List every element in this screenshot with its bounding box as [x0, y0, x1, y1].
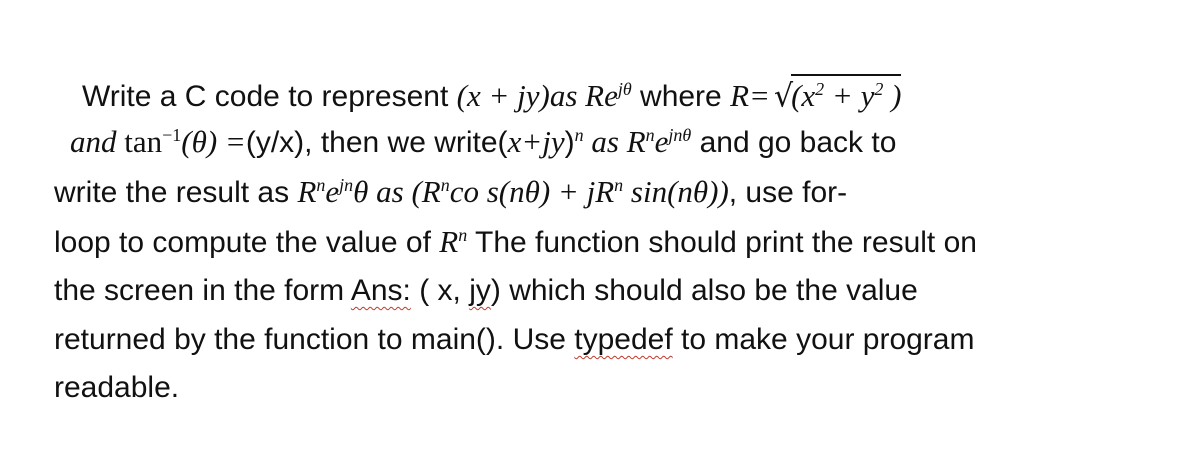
math-expression: x+jy [507, 124, 565, 159]
math-superscript: n [458, 225, 468, 245]
math-expression: (θ) = [181, 124, 246, 159]
text-run: and go back to [691, 126, 897, 159]
text-run: ) [564, 126, 575, 159]
math-expression: as R [583, 124, 646, 159]
text-run: ( x, [410, 274, 470, 307]
text-run: returned by the function to main(). Use [54, 323, 575, 356]
text-run: , use for- [728, 176, 848, 209]
math-expression: e [654, 124, 669, 159]
math-superscript: n [440, 175, 450, 195]
text-run: readable. [54, 371, 180, 404]
math-superscript: n [614, 175, 624, 195]
text-line-1 [82, 74, 901, 115]
text-line-2 [70, 124, 896, 161]
text-run: write the result as [54, 176, 298, 209]
text-run: where [631, 80, 731, 113]
math-expression: R= [730, 78, 770, 113]
radicand [791, 74, 901, 114]
math-expression: co s(nθ) + jR [449, 174, 615, 209]
math-expression: sin(nθ)) [623, 174, 729, 209]
text-line-7 [54, 370, 179, 406]
math-superscript: −1 [162, 125, 182, 145]
square-root-expression [770, 74, 901, 115]
text-run: The function should print the result on [467, 226, 977, 259]
spellcheck-flagged-word: typedef [574, 323, 673, 356]
math-superscript: n [574, 125, 584, 145]
text-run: to make your program [672, 323, 975, 356]
text-line-6 [54, 322, 974, 358]
math-expression: R [297, 174, 317, 209]
math-superscript: 2 [874, 79, 884, 99]
math-expression: θ as (R [353, 174, 441, 209]
math-expression: (x [791, 78, 816, 113]
text-run: the screen in the form [54, 274, 351, 307]
radical-sign-icon: √ [773, 78, 794, 115]
math-expression: and [70, 124, 125, 159]
text-run: (y/x), then we write( [245, 126, 508, 159]
text-line-3 [54, 174, 847, 211]
math-expression: + y [824, 78, 875, 113]
text-run: ) which should also be the value [490, 274, 918, 307]
math-expression: ) [883, 78, 902, 113]
text-run: Write a C code to represent [82, 80, 457, 113]
math-expression: e [325, 174, 340, 209]
math-superscript: 2 [815, 79, 825, 99]
math-function: tan [124, 124, 163, 159]
text-run: loop to compute the value of [54, 226, 440, 259]
text-line-4 [54, 224, 977, 261]
math-superscript: jnθ [668, 125, 692, 145]
math-superscript: n [316, 175, 326, 195]
spellcheck-flagged-word: Ans: [350, 274, 411, 307]
math-superscript: jn [339, 175, 354, 195]
math-superscript: n [645, 125, 655, 145]
spellcheck-flagged-word: jy [469, 274, 491, 307]
text-line-5 [54, 273, 918, 309]
math-superscript: jθ [617, 79, 632, 99]
math-expression: (x + jy)as Re [456, 78, 618, 113]
math-expression: R [439, 224, 459, 259]
